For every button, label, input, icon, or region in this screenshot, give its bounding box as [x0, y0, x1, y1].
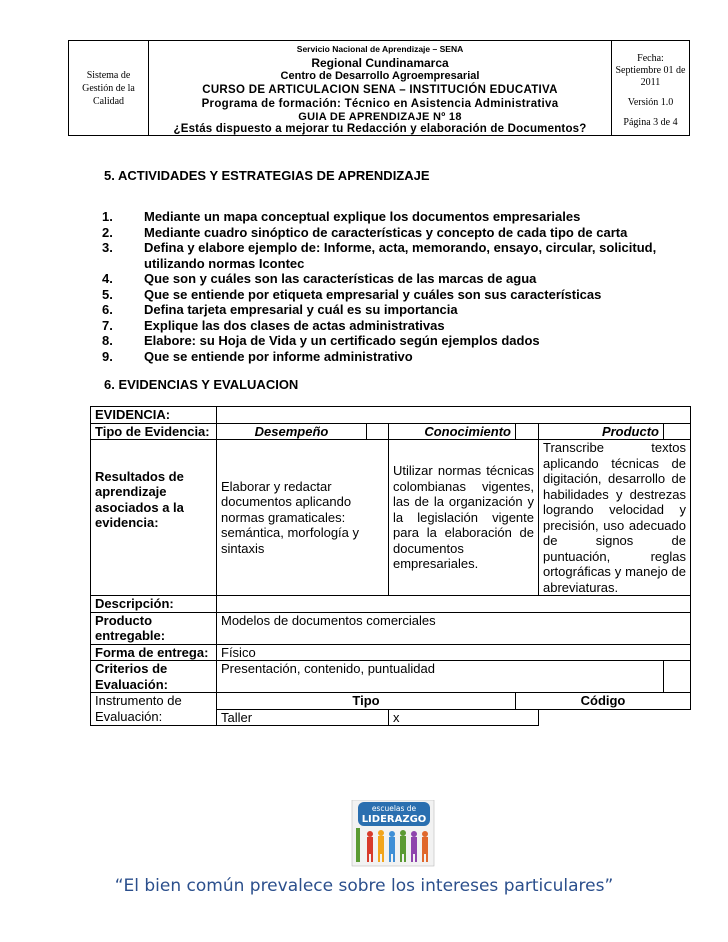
instrument-code [539, 709, 691, 726]
regional-name: Regional Cundinamarca [311, 56, 449, 70]
item-text: Mediante cuadro sinóptico de características y concepto de cada tipo de carta [144, 224, 628, 240]
guide-number: GUIA DE APRENDIZAJE Nº 18 [298, 111, 462, 123]
item-number: 3. [102, 240, 113, 255]
program-name: Programa de formación: Técnico en Asistencia Administrativa [201, 98, 559, 110]
list-item [102, 302, 692, 318]
table-row [91, 693, 691, 710]
logo-text-top: escuelas de [371, 804, 417, 813]
list-item [102, 318, 692, 334]
item-number: 8. [102, 333, 113, 348]
evidence-label: EVIDENCIA: [91, 407, 217, 424]
item-number: 4. [102, 271, 113, 286]
table-row [91, 612, 691, 644]
instrument-label: Instrumento de Evaluación: [91, 693, 217, 726]
page-number: Página 3 de 4 [623, 117, 678, 128]
evidence-type-label: Tipo de Evidencia: [91, 423, 217, 440]
knowledge-text: Utilizar normas técnicas colombianas vigentes, las de la organización y la legislación vigente para la elaboración de documentos empresariales. [389, 440, 539, 596]
deliverable-value: Modelos de documentos comerciales [217, 612, 691, 644]
list-item [102, 349, 692, 365]
item-number: 1. [102, 209, 113, 224]
performance-text: Elaborar y redactar documentos aplicando normas gramaticales: semántica, morfología y sintaxis [217, 440, 389, 596]
leadership-schools-logo [330, 800, 458, 870]
item-number: 9. [102, 348, 113, 364]
guide-question: ¿Estás dispuesto a mejorar tu Redacción y elaboración de Documentos? [173, 123, 587, 135]
item-number: 6. [102, 302, 113, 317]
item-number: 5. [102, 286, 113, 302]
center-name: Centro de Desarrollo Agroempresarial [280, 70, 480, 82]
activities-list [102, 209, 692, 364]
knowledge-header: Conocimiento [389, 423, 516, 440]
item-text: Que se entiende por etiqueta empresarial y cuáles son sus características [144, 286, 602, 302]
institution-name: Servicio Nacional de Aprendizaje – SENA [296, 44, 464, 54]
learning-results-label [91, 440, 217, 596]
instrument-type: Taller [217, 709, 389, 726]
criteria-extra [664, 661, 691, 693]
logo-text-main: LIDERAZGO [361, 814, 427, 825]
table-row [91, 440, 691, 596]
deliverable-label: Producto entregable: [91, 612, 217, 644]
delivery-form-value: Físico [217, 644, 691, 661]
evidence-table [90, 406, 691, 726]
type-column-header: Tipo [217, 693, 516, 710]
knowledge-mark [516, 423, 539, 440]
list-item [102, 271, 692, 287]
list-item [102, 287, 692, 303]
table-row [91, 644, 691, 661]
performance-mark [367, 423, 389, 440]
product-text: Transcribe textos aplicando técnicas de digitación, desarrollo de habilidades y destrezas logrando velocidad y precisión, uso adecuado de signos de puntuación, reglas ortográficas y manejo de abreviaturas. [539, 440, 691, 596]
table-row [91, 423, 691, 440]
description-value [217, 596, 691, 613]
list-item [102, 209, 692, 225]
item-text: Que son y cuáles son las características de las marcas de agua [144, 271, 537, 286]
list-item [102, 225, 692, 241]
course-name: CURSO DE ARTICULACION SENA – INSTITUCIÓN EDUCATIVA [202, 84, 558, 96]
table-row [91, 661, 691, 693]
item-number: 7. [102, 317, 113, 333]
item-text: Elabore: su Hoja de Vida y un certificado según ejemplos dados [144, 333, 540, 348]
criteria-label: Criterios de Evaluación: [91, 661, 217, 693]
delivery-form-label: Forma de entrega: [91, 644, 217, 661]
product-mark [664, 423, 691, 440]
quality-system-label: Sistema de Gestión de la Calidad [69, 41, 149, 135]
evidence-value [217, 407, 691, 424]
document-header [68, 40, 690, 136]
header-meta [611, 41, 689, 135]
item-text: Explique las dos clases de actas administrativas [144, 317, 445, 333]
code-column-header: Código [516, 693, 691, 710]
item-text: Defina tarjeta empresarial y cuál es su importancia [144, 302, 458, 317]
learning-results-text: Resultados de aprendizaje asociados a la evidencia: [95, 468, 184, 530]
section-6-title: 6. EVIDENCIAS Y EVALUACION [104, 377, 299, 392]
table-row [91, 596, 691, 613]
footer-quote: “El bien común prevalece sobre los intereses particulares” [114, 876, 614, 896]
header-title-block [149, 41, 611, 135]
version-label: Versión 1.0 [627, 97, 674, 108]
section-5-title: 5. ACTIVIDADES Y ESTRATEGIAS DE APRENDIZAJE [104, 168, 430, 183]
item-text: Defina y elabore ejemplo de: Informe, acta, memorando, ensayo, circular, solicitud, utilizando normas Icontec [144, 240, 657, 271]
item-text: Que se entiende por informe administrativo [144, 348, 413, 364]
item-text: Mediante un mapa conceptual explique los documentos empresariales [144, 209, 581, 224]
date-value: Septiembre 01 de 2011 [615, 65, 686, 88]
criteria-value: Presentación, contenido, puntualidad [217, 661, 664, 693]
instrument-mark: x [389, 709, 539, 726]
date-label: Fecha: [637, 53, 664, 64]
product-header: Producto [539, 423, 664, 440]
list-item [102, 333, 692, 349]
list-item [102, 240, 692, 271]
performance-header: Desempeño [217, 423, 367, 440]
table-row [91, 407, 691, 424]
item-number: 2. [102, 224, 113, 240]
description-label: Descripción: [91, 596, 217, 613]
